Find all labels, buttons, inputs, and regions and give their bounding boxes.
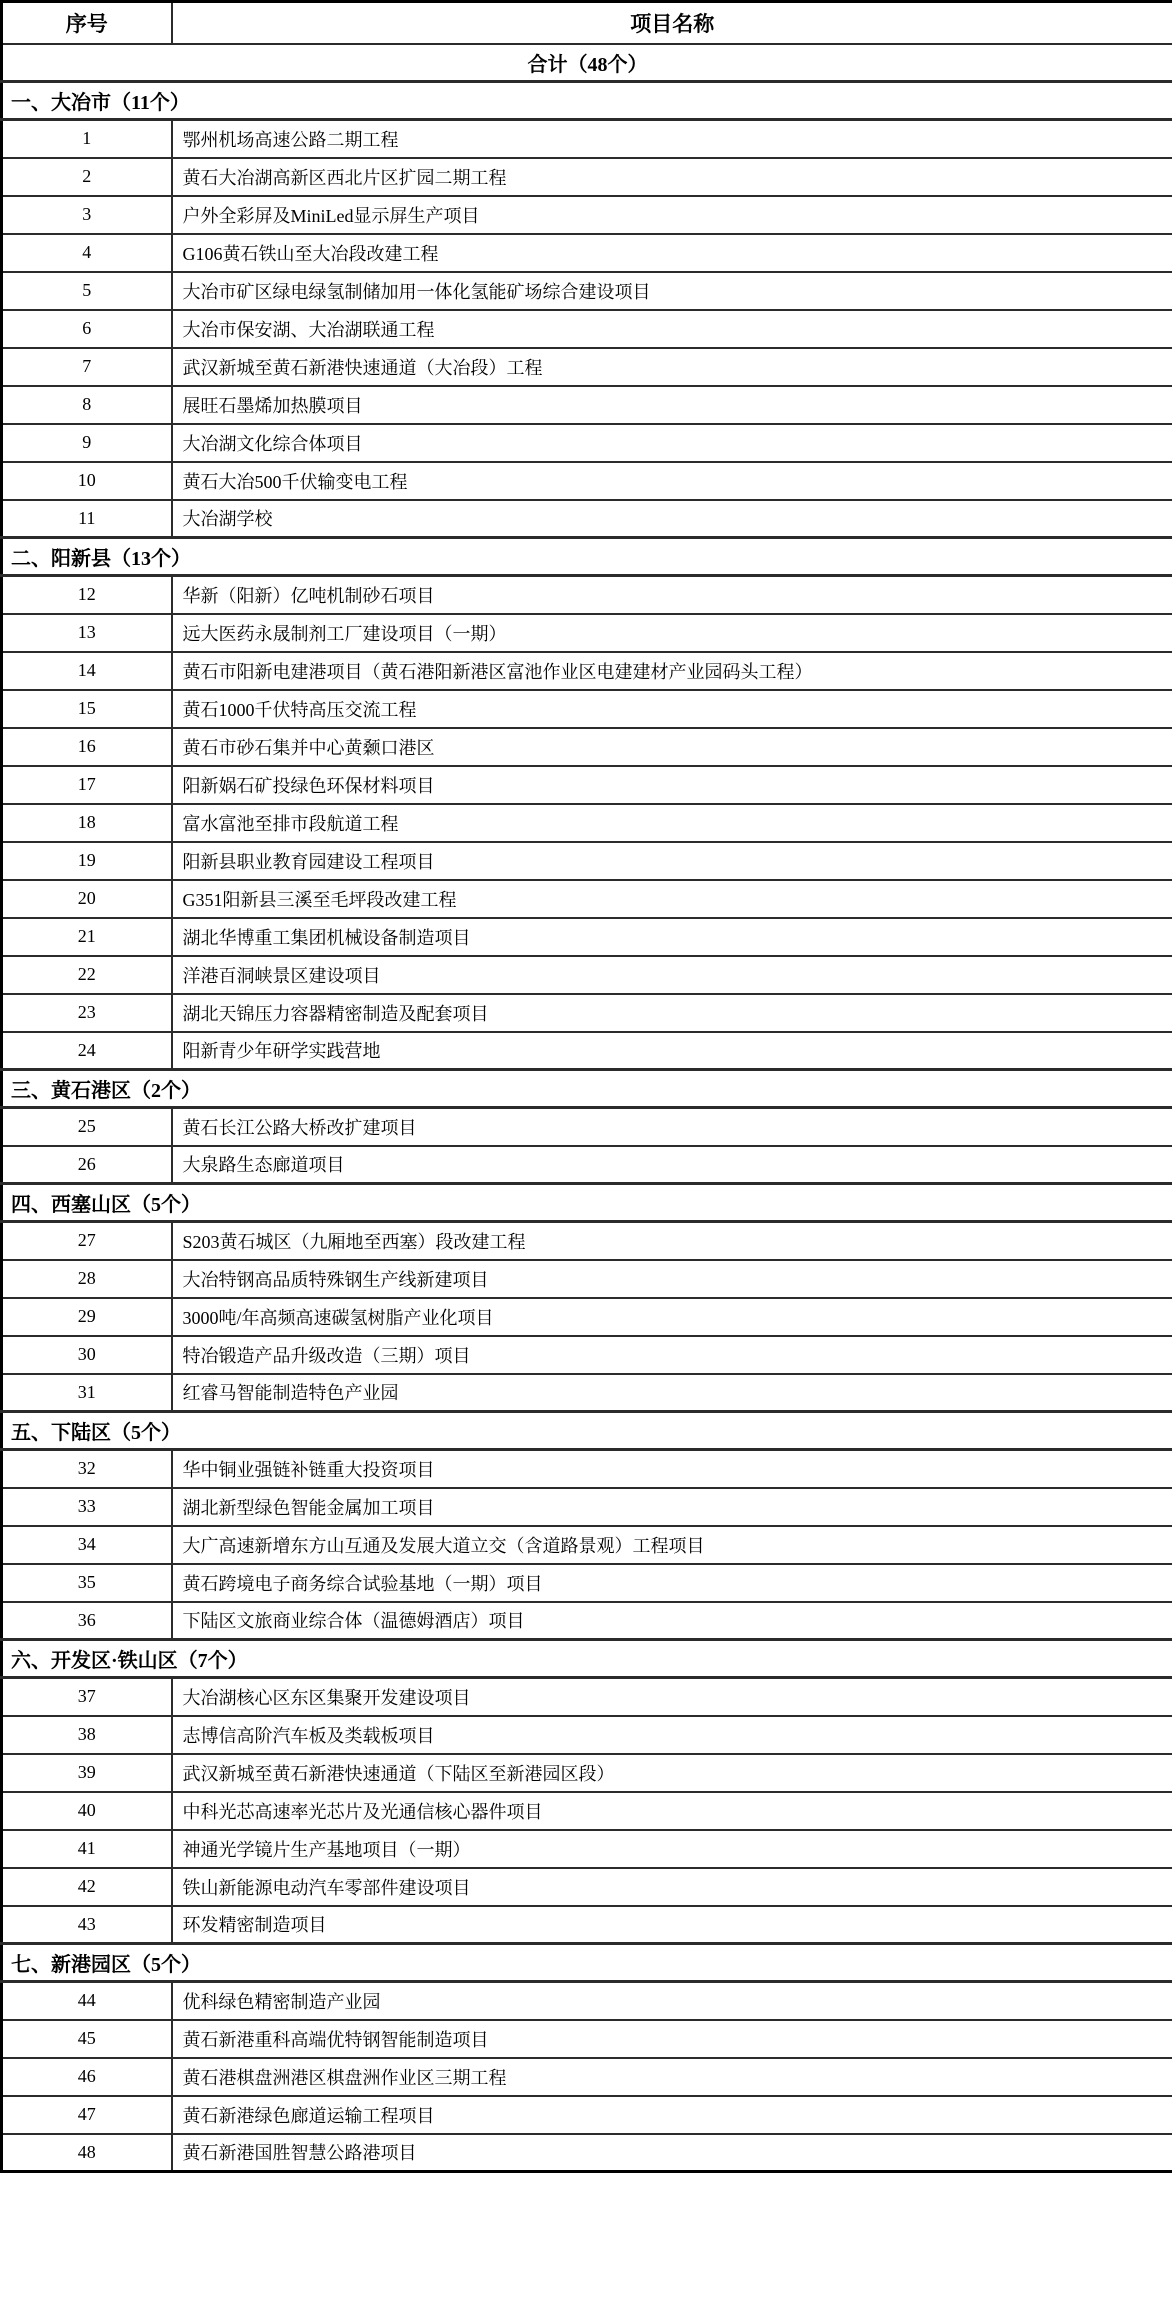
serial-cell: 25 xyxy=(2,1108,172,1146)
table-row xyxy=(2,1488,1172,1526)
table-row xyxy=(2,1716,1172,1754)
project-name-cell: 黄石新港国胜智慧公路港项目 xyxy=(172,2134,1172,2172)
project-name-cell: 户外全彩屏及MiniLed显示屏生产项目 xyxy=(172,196,1172,234)
serial-cell: 14 xyxy=(2,652,172,690)
project-name-cell: 阳新青少年研学实践营地 xyxy=(172,1032,1172,1070)
serial-cell: 4 xyxy=(2,234,172,272)
serial-cell: 12 xyxy=(2,576,172,614)
serial-cell: 8 xyxy=(2,386,172,424)
table-row xyxy=(2,1146,1172,1184)
serial-cell: 44 xyxy=(2,1982,172,2020)
project-name-cell: 大冶湖核心区东区集聚开发建设项目 xyxy=(172,1678,1172,1716)
table-row xyxy=(2,842,1172,880)
project-name-cell: 大广高速新增东方山互通及发展大道立交（含道路景观）工程项目 xyxy=(172,1526,1172,1564)
section-title: 七、新港园区（5个） xyxy=(2,1944,1172,1982)
project-name-cell: 黄石新港重科高端优特钢智能制造项目 xyxy=(172,2020,1172,2058)
serial-cell: 15 xyxy=(2,690,172,728)
project-name-cell: 大冶湖学校 xyxy=(172,500,1172,538)
serial-cell: 10 xyxy=(2,462,172,500)
project-name-cell: 黄石1000千伏特高压交流工程 xyxy=(172,690,1172,728)
serial-cell: 43 xyxy=(2,1906,172,1944)
project-name-cell: 黄石市阳新电建港项目（黄石港阳新港区富池作业区电建建材产业园码头工程） xyxy=(172,652,1172,690)
table-row xyxy=(2,1260,1172,1298)
serial-cell: 26 xyxy=(2,1146,172,1184)
table-row xyxy=(2,1830,1172,1868)
section-title: 五、下陆区（5个） xyxy=(2,1412,1172,1450)
table-row xyxy=(2,1792,1172,1830)
section-header-row xyxy=(2,538,1172,576)
table-row xyxy=(2,1450,1172,1488)
project-name-cell: 大冶市矿区绿电绿氢制储加用一体化氢能矿场综合建设项目 xyxy=(172,272,1172,310)
table-row xyxy=(2,1032,1172,1070)
table-row xyxy=(2,272,1172,310)
serial-cell: 19 xyxy=(2,842,172,880)
table-row xyxy=(2,158,1172,196)
table-row xyxy=(2,576,1172,614)
serial-cell: 34 xyxy=(2,1526,172,1564)
table-row xyxy=(2,1982,1172,2020)
project-name-cell: 大泉路生态廊道项目 xyxy=(172,1146,1172,1184)
section-title: 二、阳新县（13个） xyxy=(2,538,1172,576)
serial-cell: 39 xyxy=(2,1754,172,1792)
table-row xyxy=(2,1602,1172,1640)
serial-cell: 48 xyxy=(2,2134,172,2172)
section-header-row xyxy=(2,82,1172,120)
project-name-cell: 武汉新城至黄石新港快速通道（大冶段）工程 xyxy=(172,348,1172,386)
project-name-cell: 阳新县职业教育园建设工程项目 xyxy=(172,842,1172,880)
table-row xyxy=(2,386,1172,424)
serial-cell: 41 xyxy=(2,1830,172,1868)
project-name-cell: 3000吨/年高频高速碳氢树脂产业化项目 xyxy=(172,1298,1172,1336)
section-title: 三、黄石港区（2个） xyxy=(2,1070,1172,1108)
table-row xyxy=(2,424,1172,462)
project-name-cell: 铁山新能源电动汽车零部件建设项目 xyxy=(172,1868,1172,1906)
serial-cell: 36 xyxy=(2,1602,172,1640)
project-name-cell: G106黄石铁山至大冶段改建工程 xyxy=(172,234,1172,272)
table-row xyxy=(2,1564,1172,1602)
serial-cell: 30 xyxy=(2,1336,172,1374)
serial-cell: 45 xyxy=(2,2020,172,2058)
table-row xyxy=(2,2096,1172,2134)
serial-cell: 33 xyxy=(2,1488,172,1526)
table-row xyxy=(2,234,1172,272)
project-name-cell: 阳新娲石矿投绿色环保材料项目 xyxy=(172,766,1172,804)
project-name-cell: 大冶市保安湖、大冶湖联通工程 xyxy=(172,310,1172,348)
column-header-project-name: 项目名称 xyxy=(172,2,1172,44)
table-row xyxy=(2,196,1172,234)
project-name-cell: 特冶锻造产品升级改造（三期）项目 xyxy=(172,1336,1172,1374)
table-row xyxy=(2,956,1172,994)
project-name-cell: 神通光学镜片生产基地项目（一期） xyxy=(172,1830,1172,1868)
table-row xyxy=(2,1678,1172,1716)
section-header-row xyxy=(2,1184,1172,1222)
serial-cell: 18 xyxy=(2,804,172,842)
table-row xyxy=(2,918,1172,956)
table-row xyxy=(2,1222,1172,1260)
table-row xyxy=(2,1906,1172,1944)
serial-cell: 20 xyxy=(2,880,172,918)
serial-cell: 6 xyxy=(2,310,172,348)
project-name-cell: 中科光芯高速率光芯片及光通信核心器件项目 xyxy=(172,1792,1172,1830)
section-title: 六、开发区·铁山区（7个） xyxy=(2,1640,1172,1678)
project-name-cell: 黄石大冶500千伏输变电工程 xyxy=(172,462,1172,500)
serial-cell: 37 xyxy=(2,1678,172,1716)
section-title: 四、西塞山区（5个） xyxy=(2,1184,1172,1222)
table-row xyxy=(2,614,1172,652)
section-header-row xyxy=(2,1070,1172,1108)
project-name-cell: S203黄石城区（九厢地至西塞）段改建工程 xyxy=(172,1222,1172,1260)
project-name-cell: 志博信高阶汽车板及类载板项目 xyxy=(172,1716,1172,1754)
table-row xyxy=(2,500,1172,538)
serial-cell: 13 xyxy=(2,614,172,652)
project-name-cell: 黄石市砂石集并中心黄颡口港区 xyxy=(172,728,1172,766)
project-name-cell: 黄石跨境电子商务综合试验基地（一期）项目 xyxy=(172,1564,1172,1602)
table-row xyxy=(2,2134,1172,2172)
table-row xyxy=(2,1336,1172,1374)
serial-cell: 1 xyxy=(2,120,172,158)
project-name-cell: 湖北华博重工集团机械设备制造项目 xyxy=(172,918,1172,956)
project-name-cell: 湖北新型绿色智能金属加工项目 xyxy=(172,1488,1172,1526)
table-row xyxy=(2,1374,1172,1412)
serial-cell: 28 xyxy=(2,1260,172,1298)
serial-cell: 31 xyxy=(2,1374,172,1412)
table-row xyxy=(2,348,1172,386)
table-row xyxy=(2,652,1172,690)
serial-cell: 11 xyxy=(2,500,172,538)
serial-cell: 42 xyxy=(2,1868,172,1906)
serial-cell: 5 xyxy=(2,272,172,310)
table-row xyxy=(2,690,1172,728)
project-name-cell: 洋港百洞峡景区建设项目 xyxy=(172,956,1172,994)
table-row xyxy=(2,766,1172,804)
header-row xyxy=(2,2,1172,44)
section-header-row xyxy=(2,1944,1172,1982)
project-name-cell: 大冶特钢高品质特殊钢生产线新建项目 xyxy=(172,1260,1172,1298)
serial-cell: 32 xyxy=(2,1450,172,1488)
table-row xyxy=(2,1298,1172,1336)
project-name-cell: 湖北天锦压力容器精密制造及配套项目 xyxy=(172,994,1172,1032)
serial-cell: 2 xyxy=(2,158,172,196)
table-row xyxy=(2,120,1172,158)
serial-cell: 16 xyxy=(2,728,172,766)
serial-cell: 46 xyxy=(2,2058,172,2096)
table-row xyxy=(2,2058,1172,2096)
serial-cell: 27 xyxy=(2,1222,172,1260)
table-row xyxy=(2,310,1172,348)
serial-cell: 9 xyxy=(2,424,172,462)
table-row xyxy=(2,728,1172,766)
section-title: 一、大冶市（11个） xyxy=(2,82,1172,120)
project-name-cell: 展旺石墨烯加热膜项目 xyxy=(172,386,1172,424)
serial-cell: 35 xyxy=(2,1564,172,1602)
project-name-cell: 远大医药永晟制剂工厂建设项目（一期） xyxy=(172,614,1172,652)
serial-cell: 21 xyxy=(2,918,172,956)
serial-cell: 40 xyxy=(2,1792,172,1830)
project-name-cell: 下陆区文旅商业综合体（温德姆酒店）项目 xyxy=(172,1602,1172,1640)
table-row xyxy=(2,804,1172,842)
project-name-cell: 黄石大冶湖高新区西北片区扩园二期工程 xyxy=(172,158,1172,196)
project-name-cell: 黄石新港绿色廊道运输工程项目 xyxy=(172,2096,1172,2134)
serial-cell: 29 xyxy=(2,1298,172,1336)
project-name-cell: 华中铜业强链补链重大投资项目 xyxy=(172,1450,1172,1488)
project-name-cell: 环发精密制造项目 xyxy=(172,1906,1172,1944)
serial-cell: 17 xyxy=(2,766,172,804)
project-name-cell: 大冶湖文化综合体项目 xyxy=(172,424,1172,462)
table-row xyxy=(2,1754,1172,1792)
project-name-cell: 武汉新城至黄石新港快速通道（下陆区至新港园区段） xyxy=(172,1754,1172,1792)
section-header-row xyxy=(2,1412,1172,1450)
serial-cell: 22 xyxy=(2,956,172,994)
project-name-cell: G351阳新县三溪至毛坪段改建工程 xyxy=(172,880,1172,918)
column-header-serial: 序号 xyxy=(2,2,172,44)
section-header-row xyxy=(2,1640,1172,1678)
total-row xyxy=(2,44,1172,82)
serial-cell: 7 xyxy=(2,348,172,386)
project-name-cell: 优科绿色精密制造产业园 xyxy=(172,1982,1172,2020)
serial-cell: 3 xyxy=(2,196,172,234)
project-name-cell: 鄂州机场高速公路二期工程 xyxy=(172,120,1172,158)
project-name-cell: 红睿马智能制造特色产业园 xyxy=(172,1374,1172,1412)
table-row xyxy=(2,1108,1172,1146)
project-name-cell: 华新（阳新）亿吨机制砂石项目 xyxy=(172,576,1172,614)
project-name-cell: 黄石长江公路大桥改扩建项目 xyxy=(172,1108,1172,1146)
table-row xyxy=(2,880,1172,918)
table-row xyxy=(2,2020,1172,2058)
table-row xyxy=(2,462,1172,500)
table-row xyxy=(2,994,1172,1032)
project-name-cell: 富水富池至排市段航道工程 xyxy=(172,804,1172,842)
table-row xyxy=(2,1526,1172,1564)
table-row xyxy=(2,1868,1172,1906)
serial-cell: 38 xyxy=(2,1716,172,1754)
project-name-cell: 黄石港棋盘洲港区棋盘洲作业区三期工程 xyxy=(172,2058,1172,2096)
serial-cell: 24 xyxy=(2,1032,172,1070)
serial-cell: 23 xyxy=(2,994,172,1032)
serial-cell: 47 xyxy=(2,2096,172,2134)
total-label: 合计（48个） xyxy=(2,44,1172,82)
